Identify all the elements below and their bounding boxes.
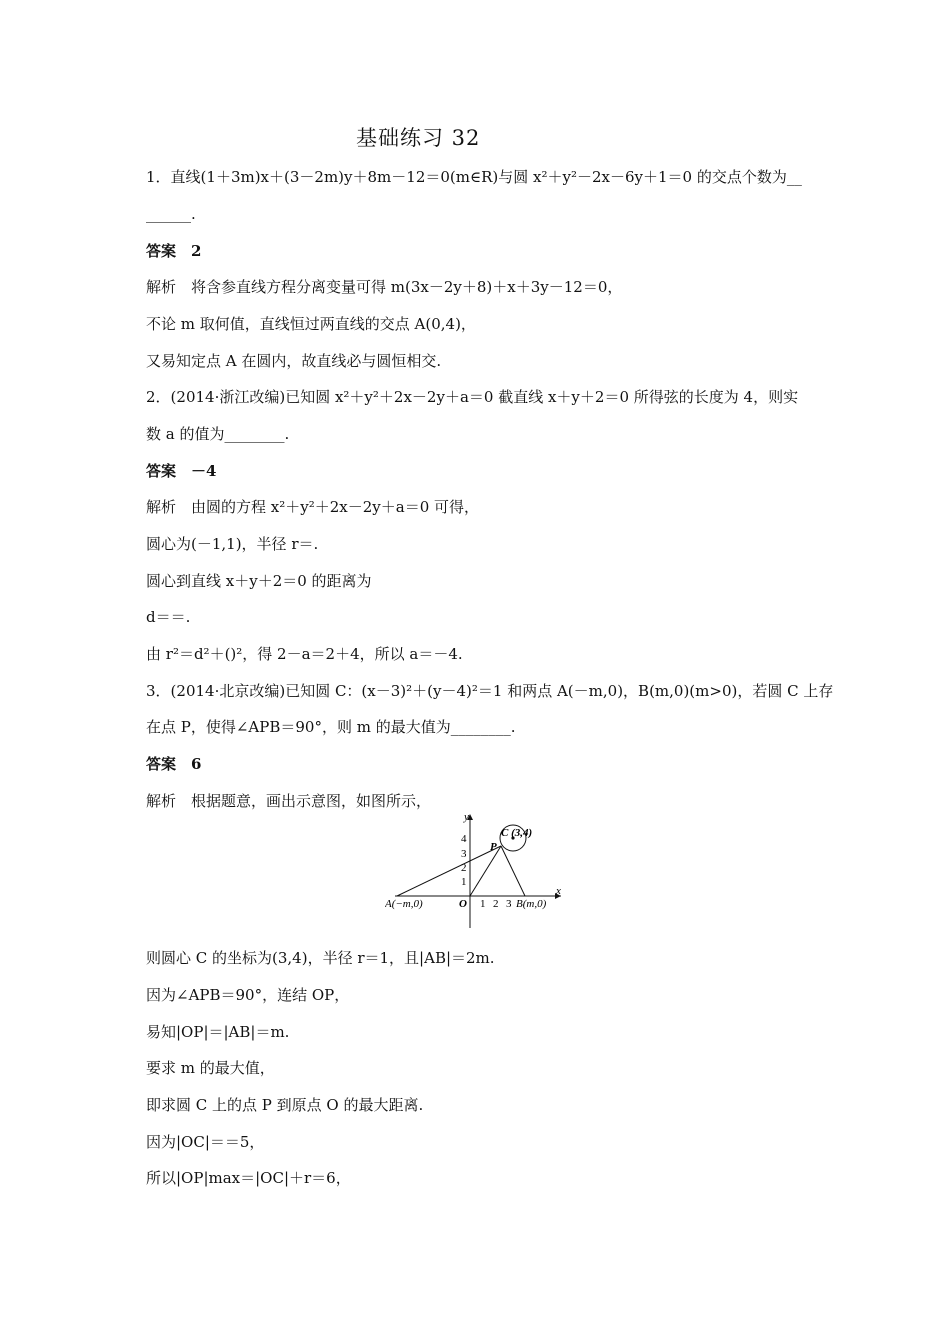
point-c-label: C (3,4) xyxy=(501,827,533,839)
q3-analysis-6: 即求圆 C 上的点 P 到原点 O 的最大距离. xyxy=(146,1096,424,1114)
q2-answer: 答案 －4 xyxy=(146,462,217,480)
point-a-label: A(−m,0) xyxy=(385,898,423,910)
point-b-label: B(m,0) xyxy=(516,898,547,910)
q2-analysis-3: 圆心到直线 x＋y＋2＝0 的距离为 xyxy=(146,572,372,590)
q2-analysis-5: 由 r²＝d²＋()²，得 2－a＝2＋4，所以 a＝－4. xyxy=(146,645,463,663)
y-tick-4: 4 xyxy=(461,833,467,845)
q1-line1: 1．直线(1＋3m)x＋(3－2m)y＋8m－12＝0(m∈R)与圆 x²＋y²－2x－6y＋1＝0 的交点个数为__ xyxy=(146,168,802,186)
x-axis-label: x xyxy=(556,885,561,897)
q1-analysis-2: 不论 m 取何值，直线恒过两直线的交点 A(0,4)， xyxy=(146,315,476,333)
geometry-figure xyxy=(385,810,565,930)
y-tick-2: 2 xyxy=(461,862,467,874)
y-axis-label: y xyxy=(464,811,469,823)
q2-analysis-1: 解析 由圆的方程 x²＋y²＋2x－2y＋a＝0 可得， xyxy=(146,498,480,516)
q2-line2: 数 a 的值为________. xyxy=(146,425,290,443)
segment-bp xyxy=(501,846,525,896)
q2-analysis-4: d＝＝. xyxy=(146,608,191,626)
y-tick-1: 1 xyxy=(461,876,467,888)
q1-analysis-1: 解析 将含参直线方程分离变量可得 m(3x－2y＋8)＋x＋3y－12＝0， xyxy=(146,278,623,296)
q3-answer: 答案 6 xyxy=(146,755,202,773)
point-p-label: P xyxy=(490,841,497,853)
q3-analysis-4: 易知|OP|＝|AB|＝m. xyxy=(146,1023,290,1041)
q3-analysis-8: 所以|OP|max＝|OC|＋r＝6， xyxy=(146,1169,351,1187)
q1-answer: 答案 2 xyxy=(146,242,202,260)
q1-line2: ______. xyxy=(146,205,196,223)
x-tick-3: 3 xyxy=(506,898,512,910)
x-tick-1: 1 xyxy=(480,898,486,910)
q3-line2: 在点 P，使得∠APB＝90°，则 m 的最大值为________. xyxy=(146,718,516,736)
q3-analysis-7: 因为|OC|＝＝5， xyxy=(146,1133,265,1151)
q1-analysis-3: 又易知定点 A 在圆内，故直线必与圆恒相交. xyxy=(146,352,442,370)
y-tick-3: 3 xyxy=(461,848,467,860)
q3-analysis-2: 则圆心 C 的坐标为(3,4)，半径 r＝1，且|AB|＝2m. xyxy=(146,949,495,967)
q3-line1: 3．(2014·北京改编)已知圆 C：(x－3)²＋(y－4)²＝1 和两点 A(－m,0)，B(m,0)(m>0)，若圆 C 上存 xyxy=(146,682,834,700)
page-title: 基础练习 32 xyxy=(356,126,481,150)
q3-analysis-3: 因为∠APB＝90°，连结 OP， xyxy=(146,986,350,1004)
origin-label: O xyxy=(459,898,467,910)
q3-analysis-1: 解析 根据题意，画出示意图，如图所示， xyxy=(146,792,432,810)
q2-line1: 2．(2014·浙江改编)已知圆 x²＋y²＋2x－2y＋a＝0 截直线 x＋y＋2＝0 所得弦的长度为 4，则实 xyxy=(146,388,799,406)
x-tick-2: 2 xyxy=(493,898,499,910)
q3-analysis-5: 要求 m 的最大值， xyxy=(146,1059,275,1077)
q2-analysis-2: 圆心为(－1,1)，半径 r＝. xyxy=(146,535,319,553)
